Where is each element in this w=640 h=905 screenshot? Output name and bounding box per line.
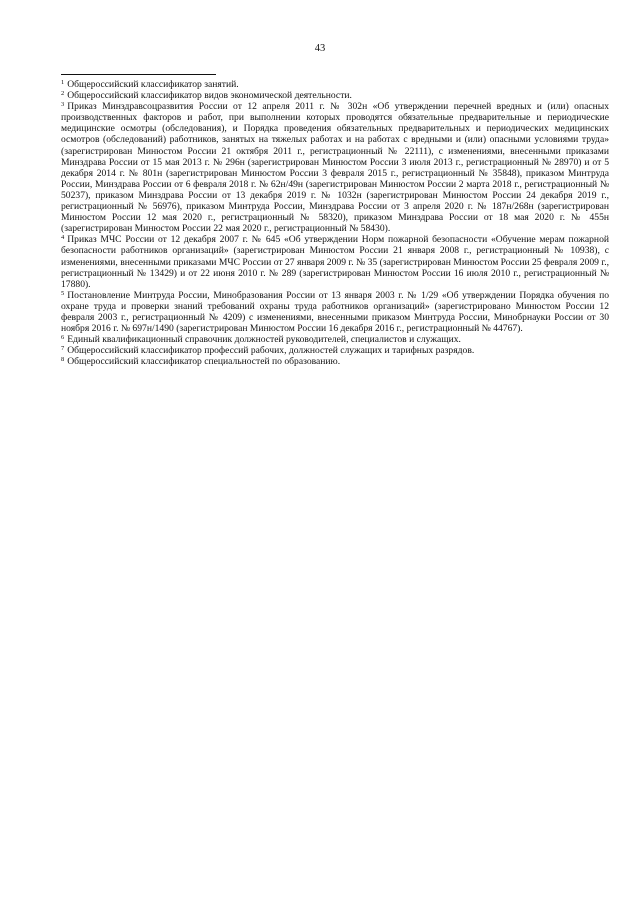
footnote <box>61 101 609 234</box>
footnote-text: Общероссийский классификатор занятий. <box>67 79 239 90</box>
page-number: 43 <box>314 43 326 54</box>
footnote <box>61 79 609 90</box>
footnote <box>61 345 609 356</box>
footnote <box>61 334 609 345</box>
footnote-marker: 6 <box>61 334 65 342</box>
footnote <box>61 356 609 367</box>
footnote <box>61 90 609 101</box>
footnote-text: Единый квалификационный справочник должностей руководителей, специалистов и служащих. <box>67 334 461 346</box>
footnote-marker: 3 <box>61 101 65 109</box>
footnotes-section <box>61 79 609 367</box>
footnote-marker: 8 <box>61 356 65 364</box>
footnote-marker: 1 <box>61 79 65 86</box>
footnote-marker: 2 <box>61 90 65 98</box>
footnote-text: Общероссийский классификатор специальностей по образованию. <box>67 356 341 368</box>
footnote-marker: 5 <box>61 289 65 297</box>
footnote-text: Постановление Минтруда России, Минобразования России от 13 января 2003 г. № 1/29 «Об утверждении Порядка обучения по охране труда и проверки знаний требований охраны труда работников организаций» (зарегистрировано Минюстом России 12 февраля 2003 г., регистрационный № 4209) с изменениями, внесенными приказом Минтруда России, Минобрнауки России от 30 ноября 2016 г. № 697н/1490 (зарегистрирован Минюстом России 16 декабря 2016 г., регистрационный № 44767). <box>61 289 609 335</box>
footnote-text: Общероссийский классификатор профессий рабочих, должностей служащих и тарифных разрядов. <box>67 345 475 357</box>
footnote-marker: 4 <box>61 234 65 242</box>
footnote-marker: 7 <box>61 345 65 353</box>
footnote <box>61 234 609 289</box>
footnote-text: Общероссийский классификатор видов экономической деятельности. <box>67 90 352 102</box>
footnote-text: Приказ МЧС России от 12 декабря 2007 г. № 645 «Об утверждении Норм пожарной безопасности «Обучение мерам пожарной безопасности работников организаций» (зарегистрирован Минюстом России 21 января 2008 г., регистрационный № 10938), с изменениями, внесенными приказами МЧС России от 27 января 2009 г. № 35 (зарегистрирован Минюстом России 25 февраля 2009 г., регистрационный № 13429) и от 22 июня 2010 г. № 289 (зарегистрирован Минюстом России 16 июля 2010 г., регистрационный № 17880). <box>61 234 609 290</box>
footnote-separator <box>61 74 216 75</box>
footnote <box>61 290 609 334</box>
footnote-text: Приказ Минздравсоцразвития России от 12 апреля 2011 г. № 302н «Об утверждении перечней вредных и (или) опасных производственных факторов и работ, при выполнении которых проводятся обязательные предварительные и периодические медицинские осмотры (обследования), и Порядка проведения обязательных предварительных и периодических медицинских осмотров (обследований) работников, занятых на тяжелых работах и на работах с вредными и (или) опасными условиями труда» (зарегистрирован Минюстом России 21 октября 2011 г., регистрационный № 22111), с изменениями, внесенными приказами Минздрава России от 15 мая 2013 г. № 296н (зарегистрирован Минюстом России 3 июля 2013 г., регистрационный № 28970) и от 5 декабря 2014 г. № 801н (зарегистрирован Минюстом России 3 февраля 2015 г., регистрационный № 35848), приказом Минтруда России, Минздрава России от 6 февраля 2018 г. № 62н/49н (зарегистрирован Минюстом России 2 марта 2018 г., регистрационный № 50237), приказом Минздрава России от 13 декабря 2019 г. № 1032н (зарегистрирован Минюстом России 24 декабря 2019 г., регистрационный № 56976), приказом Минтруда России, Минздрава России от 3 апреля 2020 г. № 187н/268н (зарегистрирован Минюстом России 12 мая 2020 г., регистрационный № 58320), приказом Минздрава России от 18 мая 2020 г. № 455н (зарегистрирован Минюстом России 22 мая 2020 г., регистрационный № 58430). <box>61 101 609 235</box>
